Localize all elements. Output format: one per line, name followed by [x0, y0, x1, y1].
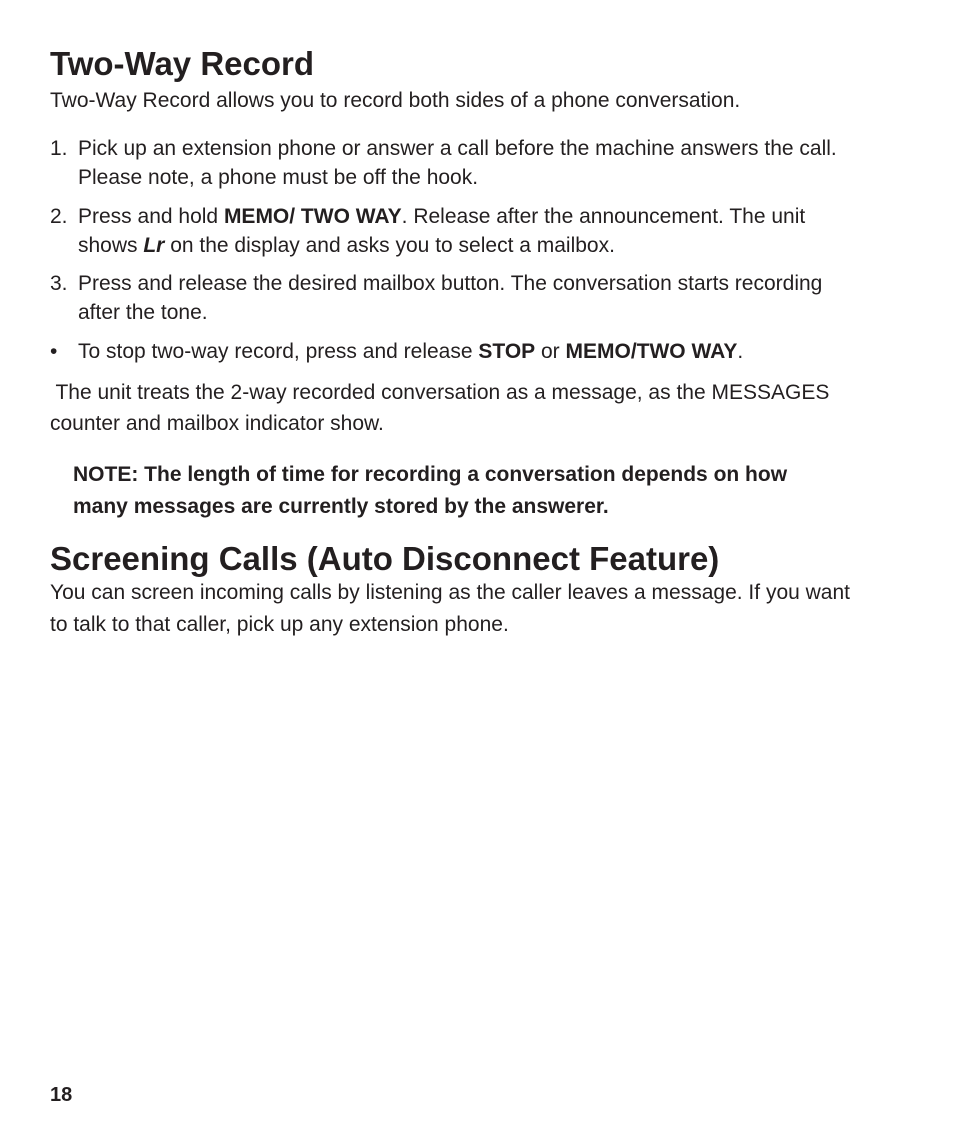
- step-text: [78, 269, 938, 327]
- button-name-memo-two-way: MEMO/ TWO WAY: [223, 205, 402, 228]
- text: shows: [78, 234, 144, 257]
- bullet-icon: •: [50, 340, 58, 363]
- step-line: Press and release the desired mailbox button. The conversation starts recording: [78, 272, 823, 295]
- recorded-message-paragraph-line-2: counter and mailbox indicator show.: [50, 412, 384, 435]
- text: Press and hold: [78, 205, 224, 228]
- button-name-stop: STOP: [478, 340, 536, 363]
- step-line: Pick up an extension phone or answer a call before the machine answers the call.: [78, 137, 837, 160]
- text: . Release after the announcement. The unit: [401, 205, 806, 228]
- page-number: 18: [50, 1084, 73, 1106]
- button-name-memo-two-way: MEMO/TWO WAY: [565, 340, 738, 363]
- step-number: 3.: [50, 272, 68, 295]
- text: on the display and asks you to select a mailbox.: [164, 234, 615, 257]
- note-line-2: many messages are currently stored by the answerer.: [73, 495, 609, 518]
- bullet-text: [78, 337, 938, 366]
- screening-calls-line-1: You can screen incoming calls by listening as the caller leaves a message. If you want: [50, 581, 850, 604]
- two-way-record-intro: Two-Way Record allows you to record both sides of a phone conversation.: [50, 89, 741, 112]
- bullet-line: [78, 337, 938, 366]
- step-line: [78, 231, 938, 260]
- screening-calls-line-2: to talk to that caller, pick up any extension phone.: [50, 613, 509, 636]
- step-number: 2.: [50, 205, 68, 228]
- section-title-two-way-record: Two-Way Record: [50, 45, 315, 82]
- recorded-message-paragraph-line-1: The unit treats the 2-way recorded conversation as a message, as the MESSAGES: [50, 381, 830, 404]
- text: .: [737, 340, 744, 363]
- step-line: Please note, a phone must be off the hook.: [78, 166, 479, 189]
- step-number: 1.: [50, 137, 68, 160]
- text: To stop two-way record, press and release: [78, 340, 479, 363]
- step-text: [78, 134, 938, 192]
- step-text: [78, 202, 938, 260]
- section-title-screening-calls: Screening Calls (Auto Disconnect Feature): [50, 540, 720, 577]
- display-code-lr: Lr: [143, 234, 165, 257]
- note-line-1: NOTE: The length of time for recording a conversation depends on how: [73, 463, 788, 486]
- step-line: after the tone.: [78, 301, 208, 324]
- step-line: [78, 202, 938, 231]
- text: or: [535, 340, 566, 363]
